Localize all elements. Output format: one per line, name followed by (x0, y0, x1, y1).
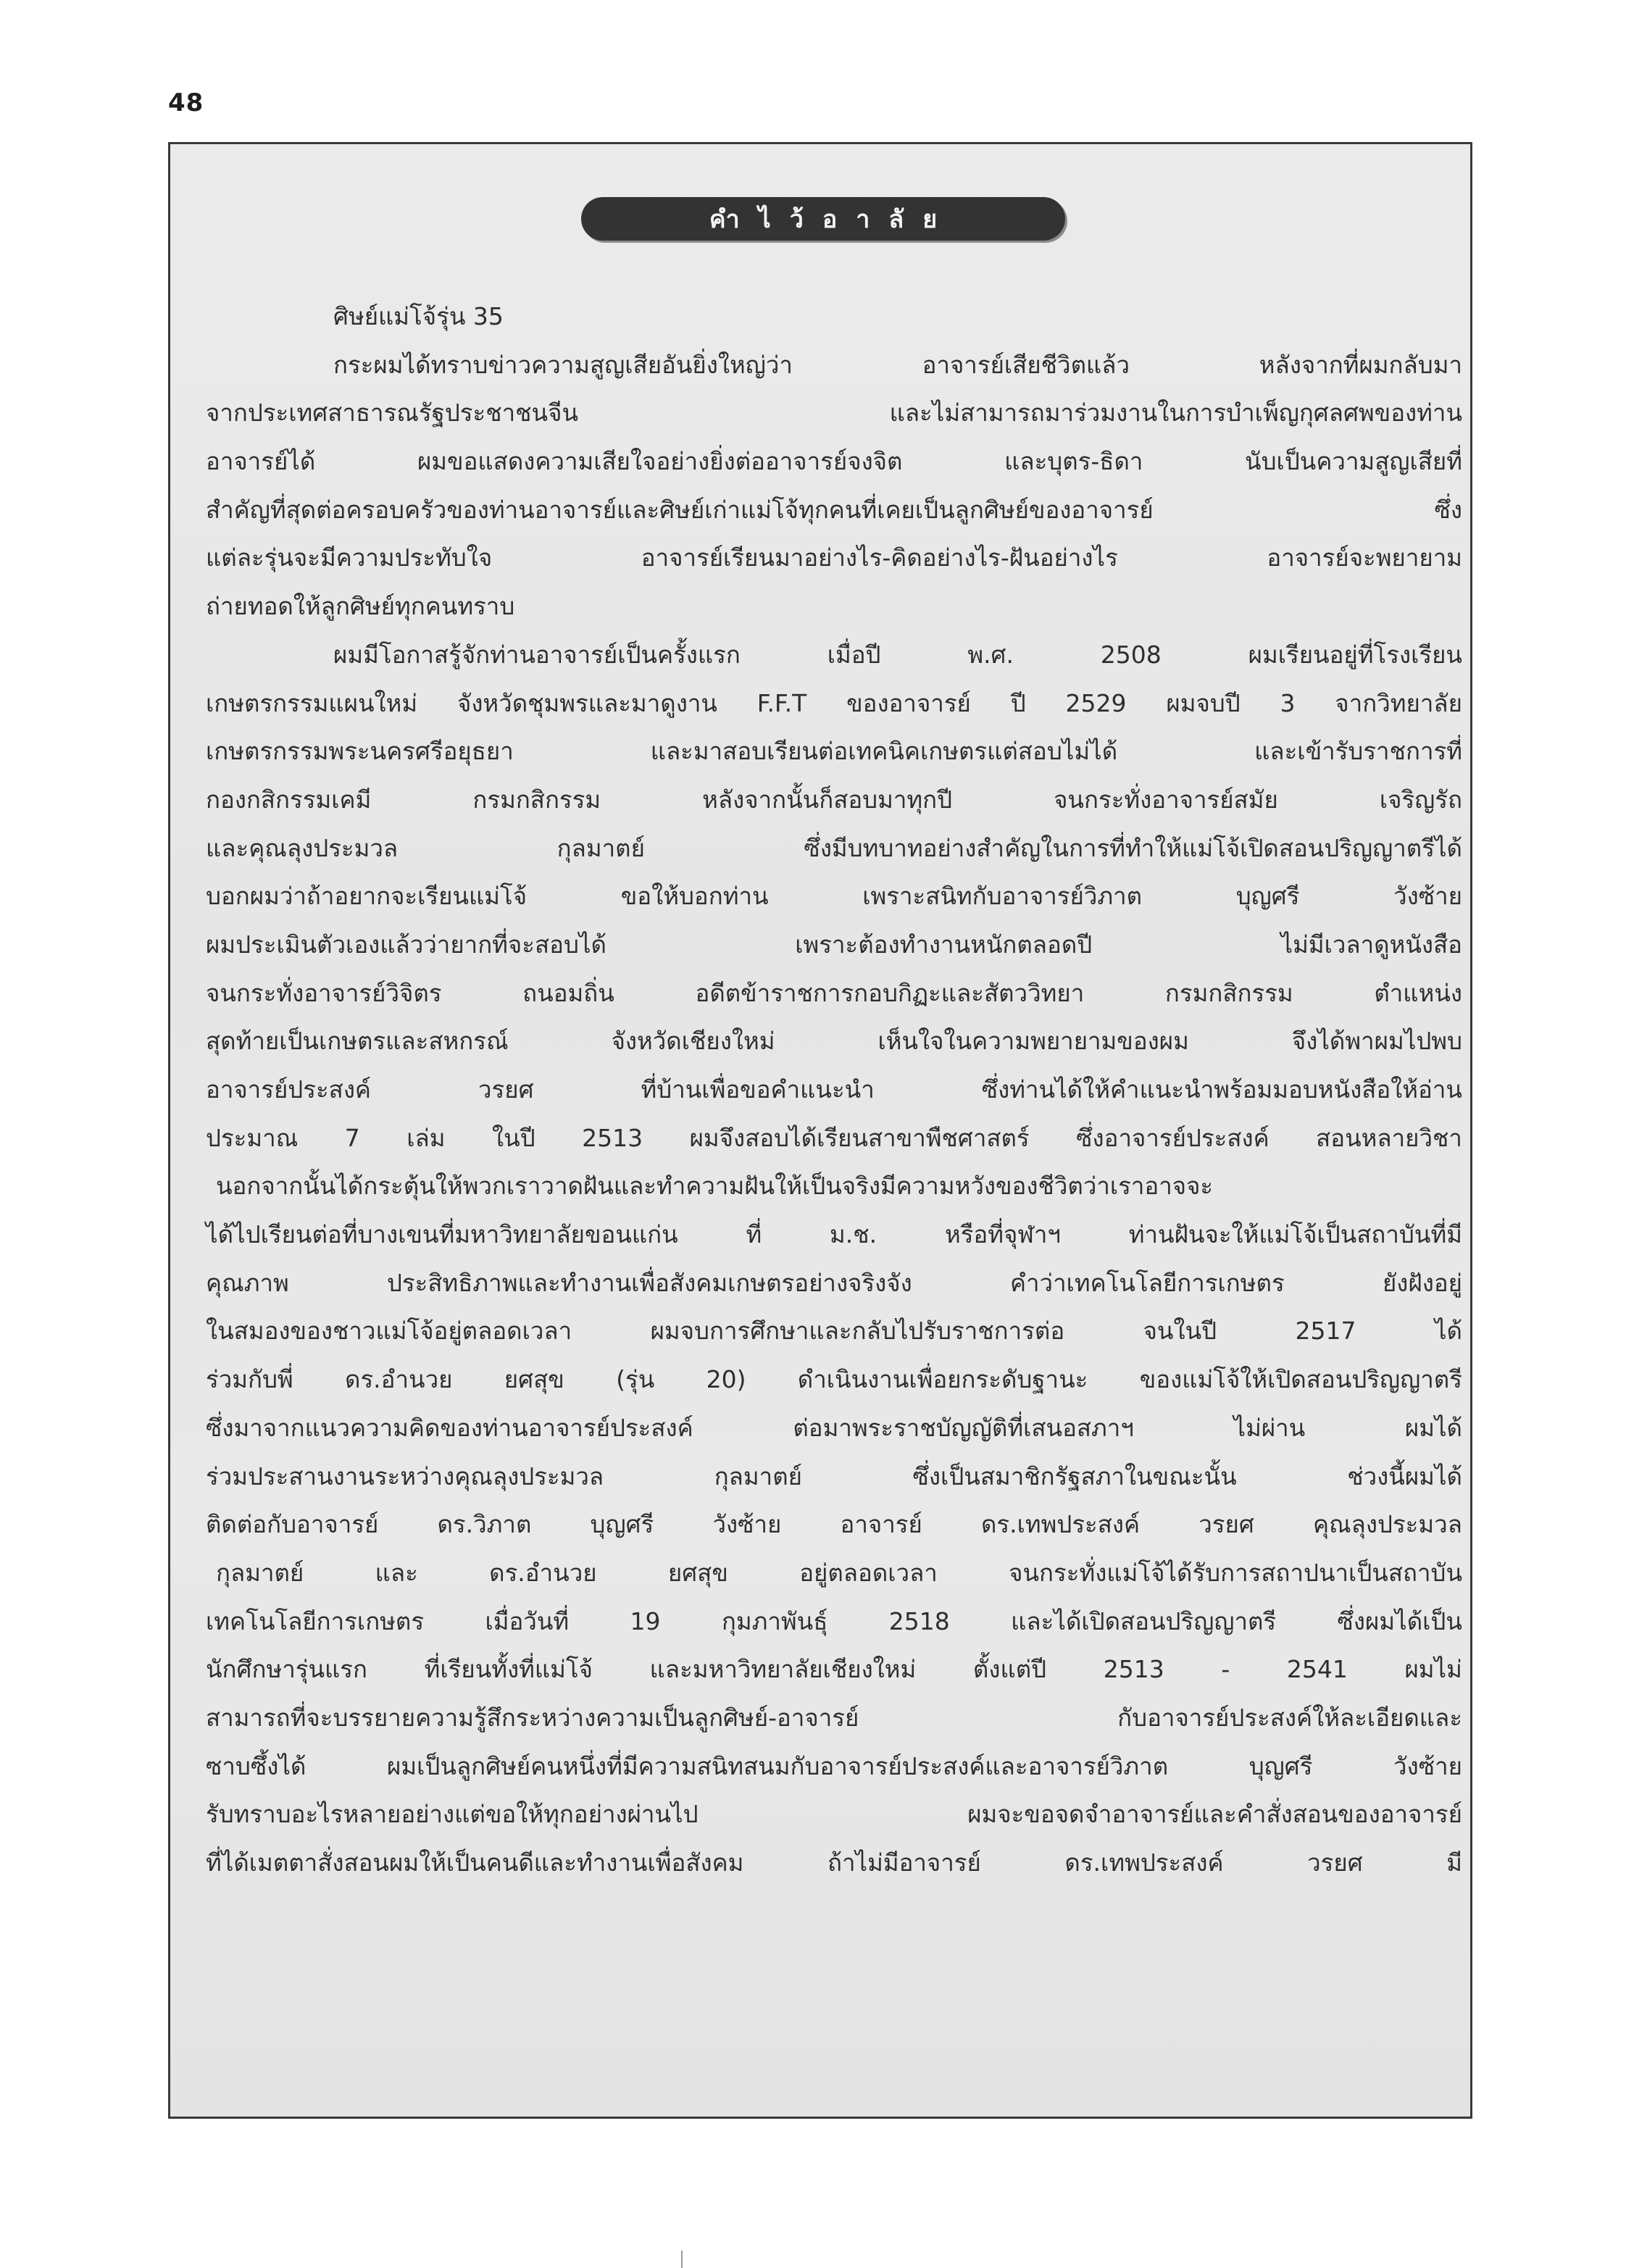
word: ผมจบการศึกษาและกลับไปรับราชการต่อ (650, 1317, 1065, 1346)
word: วรยศ (1198, 1510, 1254, 1539)
word: ซึ่งมาจากแนวความคิดของท่านอาจารย์ประสงค์ (206, 1413, 693, 1442)
word: ซึ่งเป็นสมาชิกรัฐสภาในขณะนั้น (912, 1462, 1237, 1491)
word: เทคโนโลยีการเกษตร (206, 1606, 425, 1635)
word: 2513 (582, 1123, 643, 1152)
word: ดำเนินงานเพื่อยกระดับฐานะ (797, 1365, 1088, 1394)
word: ดร.อำนวย (345, 1365, 453, 1394)
word: ตั้งแต่ปี (972, 1655, 1047, 1684)
word: ไม่มีเวลาดูหนังสือ (1280, 930, 1462, 959)
word: ที่ได้เมตตาสั่งสอนผมให้เป็นคนดีและทำงานเพื่อสังคม (206, 1848, 744, 1877)
text-line (206, 1356, 1462, 1404)
text-line (206, 341, 1462, 390)
word: 2529 (1065, 688, 1127, 717)
word: และบุตร-ธิดา (1004, 447, 1143, 476)
word: ที่บ้านเพื่อขอคำแนะนำ (641, 1075, 875, 1104)
word: นอกจากนั้นได้กระตุ้นให้พวกเราวาดฝันและทำความฝันให้เป็นจริงมีความหวังของชีวิตว่าเราอาจจะ (216, 1172, 1214, 1201)
word: จากประเทศสาธารณรัฐประชาชนจีน (206, 399, 579, 428)
word: 2541 (1286, 1655, 1348, 1684)
word: อาจารย์จะพยายาม (1267, 543, 1462, 572)
word: ประมาณ (206, 1123, 299, 1152)
word: รับทราบอะไรหลายอย่างแต่ขอให้ทุกอย่างผ่านไป (206, 1800, 699, 1829)
word: ยังฝังอยู่ (1382, 1268, 1462, 1297)
word: จึงได้พาผมไปพบ (1291, 1027, 1462, 1056)
word: กรมกสิกรรม (472, 785, 601, 814)
word: ผมจบปี (1166, 688, 1241, 717)
word: และเข้ารับราชการที่ (1254, 737, 1462, 766)
word: มี (1446, 1848, 1462, 1877)
word: ถ่ายทอดให้ลูกศิษย์ทุกคนทราบ (206, 592, 515, 621)
word: กุลมาตย์ (556, 833, 645, 862)
word: บอกผมว่าถ้าอยากจะเรียนแม่โจ้ (206, 882, 528, 911)
word: กับอาจารย์ประสงค์ให้ละเอียดและ (1117, 1703, 1462, 1732)
word: อาจารย์เรียนมาอย่างไร-คิดอย่างไร-ฝันอย่างไร (641, 543, 1118, 572)
text-line (206, 1598, 1462, 1646)
word: ได้ (1434, 1317, 1462, 1346)
word: ซาบซึ้งได้ (206, 1751, 307, 1780)
word: พ.ศ. (967, 640, 1014, 669)
word: ผมได้ (1404, 1413, 1462, 1442)
text-line (206, 825, 1462, 873)
word: กุลมาตย์ (714, 1462, 802, 1491)
text-line (206, 1114, 1462, 1163)
text-line (206, 1839, 1462, 1888)
word: 3 (1280, 688, 1296, 717)
word: ถนอมถิ่น (522, 978, 614, 1007)
word: ท่านฝันจะให้แม่โจ้เป็นสถาบันที่มี (1128, 1220, 1462, 1249)
word: คุณลุงประมวล (1312, 1510, 1462, 1539)
word: บุญศรี (1235, 882, 1300, 911)
text-line (206, 680, 1462, 728)
word: ซึ่ง (1434, 495, 1462, 524)
word: เมื่อวันที่ (485, 1606, 570, 1635)
word: ของแม่โจ้ให้เปิดสอนปริญญาตรี (1139, 1365, 1462, 1394)
word: ในปี (492, 1123, 535, 1152)
word: ช่วงนี้ผมได้ (1347, 1462, 1462, 1491)
text-line (206, 389, 1462, 438)
word: 2518 (888, 1606, 950, 1635)
word: - (1221, 1655, 1230, 1684)
word: ปี (1010, 688, 1026, 717)
word: คำว่าเทคโนโลยีการเกษตร (1009, 1268, 1285, 1297)
word: ซึ่งมีบทบาทอย่างสำคัญในการที่ทำให้แม่โจ้เปิดสอนปริญญาตรีได้ (804, 833, 1462, 862)
word: ต่อมาพระราชบัญญัติที่เสนอสภาฯ (793, 1413, 1134, 1442)
word: กรมกสิกรรม (1164, 978, 1293, 1007)
text-line (206, 1404, 1462, 1453)
word: เพราะสนิทกับอาจารย์วิภาต (862, 882, 1143, 911)
word: 2508 (1100, 640, 1162, 669)
word: 2513 (1103, 1655, 1164, 1684)
word: ถ้าไม่มีอาจารย์ (827, 1848, 981, 1877)
word: แต่ละรุ่นจะมีความประทับใจ (206, 543, 493, 572)
text-line (206, 1066, 1462, 1114)
word: ของอาจารย์ (846, 688, 971, 717)
word: วรยศ (478, 1075, 534, 1104)
word: กุมภาพันธุ์ (721, 1606, 828, 1635)
word: ร่วมกับพี่ (206, 1365, 293, 1394)
title-banner (581, 197, 1065, 241)
page-number: 48 (168, 88, 204, 117)
salutation: ศิษย์แม่โจ้รุ่น 35 (333, 302, 504, 330)
word: เล่ม (406, 1123, 446, 1152)
crop-mark (681, 2251, 683, 2268)
eulogy-body (206, 293, 1462, 1888)
text-line (206, 1307, 1462, 1356)
word: ซึ่งท่านได้ให้คำแนะนำพร้อมมอบหนังสือให้อ่าน (981, 1075, 1462, 1104)
text-line (206, 1646, 1462, 1694)
salutation-line (206, 293, 1462, 341)
word: จนในปี (1143, 1317, 1217, 1346)
text-line (206, 1259, 1462, 1308)
word: บุญศรี (1248, 1751, 1313, 1780)
text-line (206, 1790, 1462, 1839)
word: อยู่ตลอดเวลา (799, 1558, 938, 1587)
text-line (206, 1549, 1462, 1598)
word: จังหวัดเชียงใหม่ (611, 1027, 775, 1056)
word: เจริญรัถ (1379, 785, 1462, 814)
word: นับเป็นความสูญเสียที่ (1245, 447, 1462, 476)
word: ในสมองของชาวแม่โจ้อยู่ตลอดเวลา (206, 1317, 572, 1346)
word: สำคัญที่สุดต่อครอบครัวของท่านอาจารย์และศิษย์เก่าแม่โจ้ทุกคนที่เคยเป็นลูกศิษย์ของอาจารย์ (206, 495, 1154, 524)
text-line (206, 727, 1462, 776)
word: เห็นใจในความพยายามของผม (877, 1027, 1189, 1056)
word: ที่เรียนทั้งที่แม่โจ้ (424, 1655, 593, 1684)
word: เพราะต้องทำงานหนักตลอดปี (795, 930, 1093, 959)
word: กุลมาตย์ (216, 1558, 304, 1587)
text-line (206, 438, 1462, 486)
word: เกษตรกรรมแผนใหม่ (206, 688, 418, 717)
word: นักศึกษารุ่นแรก (206, 1655, 368, 1684)
word: และมหาวิทยาลัยเชียงใหม่ (649, 1655, 917, 1684)
word: สามารถที่จะบรรยายความรู้สึกระหว่างความเป็นลูกศิษย์-อาจารย์ (206, 1703, 859, 1732)
text-line (206, 583, 1462, 631)
word: ซึ่งผมได้เป็น (1337, 1606, 1462, 1635)
word: F.F.T (756, 688, 807, 717)
word: 19 (630, 1606, 661, 1635)
banner-title: คำไว้อาลัย (709, 205, 956, 234)
text-line (206, 1162, 1462, 1211)
word: ตำแหน่ง (1374, 978, 1462, 1007)
word: ผมเรียนอยู่ที่โรงเรียน (1248, 640, 1462, 669)
word: อดีตข้าราชการกอบกิฏะและสัตววิทยา (695, 978, 1085, 1007)
word: 20) (706, 1365, 746, 1394)
text-line (206, 921, 1462, 970)
word: วังซ้าย (1393, 1751, 1462, 1780)
text-line (206, 1453, 1462, 1501)
text-line (206, 534, 1462, 583)
word: ดร.วิภาต (437, 1510, 532, 1539)
text-line (206, 1211, 1462, 1259)
word: ดร.เทพประสงค์ (980, 1510, 1141, 1539)
word: สุดท้ายเป็นเกษตรและสหกรณ์ (206, 1027, 509, 1056)
word: ที่ (746, 1220, 762, 1249)
word: 7 (344, 1123, 360, 1152)
word: เกษตรกรรมพระนครศรีอยุธยา (206, 737, 514, 766)
word: ไม่ผ่าน (1233, 1413, 1306, 1442)
word: จังหวัดชุมพรและมาดูงาน (456, 688, 717, 717)
word: ร่วมประสานงานระหว่างคุณลุงประมวล (206, 1462, 604, 1491)
word: จนกระทั่งอาจารย์วิจิตร (206, 978, 442, 1007)
word: ยศสุข (667, 1558, 728, 1587)
word: ติดต่อกับอาจารย์ (206, 1510, 379, 1539)
word: ผมประเมินตัวเองแล้วว่ายากที่จะสอบได้ (206, 930, 606, 959)
text-line (206, 970, 1462, 1018)
word: บุญศรี (590, 1510, 654, 1539)
word: ผมมีโอกาสรู้จักท่านอาจารย์เป็นครั้งแรก (333, 640, 741, 669)
word: จนกระทั่งอาจารย์สมัย (1054, 785, 1278, 814)
text-line (206, 631, 1462, 680)
word: สอนหลายวิชา (1316, 1123, 1462, 1152)
word: ผมไม่ (1404, 1655, 1462, 1684)
word: กองกสิกรรมเคมี (206, 785, 372, 814)
word: หลังจากที่ผมกลับมา (1259, 350, 1462, 379)
word: ขอให้บอกท่าน (620, 882, 769, 911)
word: ผมขอแสดงความเสียใจอย่างยิ่งต่ออาจารย์จงจิต (417, 447, 903, 476)
word: และไม่สามารถมาร่วมงานในการบำเพ็ญกุศลศพของท่าน (889, 399, 1462, 428)
word: (รุ่น (616, 1365, 655, 1394)
word: อาจารย์ (840, 1510, 922, 1539)
word: ดร.เทพประสงค์ (1064, 1848, 1224, 1877)
word: กระผมได้ทราบข่าวความสูญเสียอันยิ่งใหญ่ว่า (333, 350, 793, 379)
word: ม.ช. (830, 1220, 877, 1249)
text-line (206, 1743, 1462, 1791)
word: ผมจึงสอบได้เรียนสาขาพืชศาสตร์ (689, 1123, 1030, 1152)
word: หรือที่จุฬาฯ (944, 1220, 1061, 1249)
word: หลังจากนั้นก็สอบมาทุกปี (702, 785, 953, 814)
word: อาจารย์ได้ (206, 447, 316, 476)
word: และคุณลุงประมวล (206, 833, 399, 862)
word: วรยศ (1307, 1848, 1363, 1877)
word: ยศสุข (504, 1365, 564, 1394)
word: วังซ้าย (712, 1510, 782, 1539)
word: จากวิทยาลัย (1335, 688, 1462, 717)
word: ประสิทธิภาพและทำงานเพื่อสังคมเกษตรอย่างจริงจัง (386, 1268, 912, 1297)
word: และมาสอบเรียนต่อเทคนิคเกษตรแต่สอบไม่ได้ (650, 737, 1118, 766)
word: วังซ้าย (1393, 882, 1462, 911)
word: อาจารย์ประสงค์ (206, 1075, 372, 1104)
word: และได้เปิดสอนปริญญาตรี (1011, 1606, 1277, 1635)
word: เมื่อปี (827, 640, 881, 669)
word: และ (375, 1558, 418, 1587)
word: 2517 (1295, 1317, 1356, 1346)
word: ดร.อำนวย (489, 1558, 597, 1587)
word: ผมเป็นลูกศิษย์คนหนึ่งที่มีความสนิทสนมกับอาจารย์ประสงค์และอาจารย์วิภาต (387, 1751, 1169, 1780)
text-line (206, 1694, 1462, 1743)
text-line (206, 776, 1462, 825)
word: ผมจะขอจดจำอาจารย์และคำสั่งสอนของอาจารย์ (967, 1800, 1462, 1829)
text-line (206, 1501, 1462, 1549)
word: คุณภาพ (206, 1268, 289, 1297)
word: จนกระทั่งแม่โจ้ได้รับการสถาปนาเป็นสถาบัน (1009, 1558, 1462, 1587)
word: อาจารย์เสียชีวิตแล้ว (922, 350, 1130, 379)
text-line (206, 872, 1462, 921)
word: ได้ไปเรียนต่อที่บางเขนที่มหาวิทยาลัยขอนแก่น (206, 1220, 678, 1249)
text-line (206, 1017, 1462, 1066)
word: ซึ่งอาจารย์ประสงค์ (1076, 1123, 1269, 1152)
text-line (206, 486, 1462, 535)
